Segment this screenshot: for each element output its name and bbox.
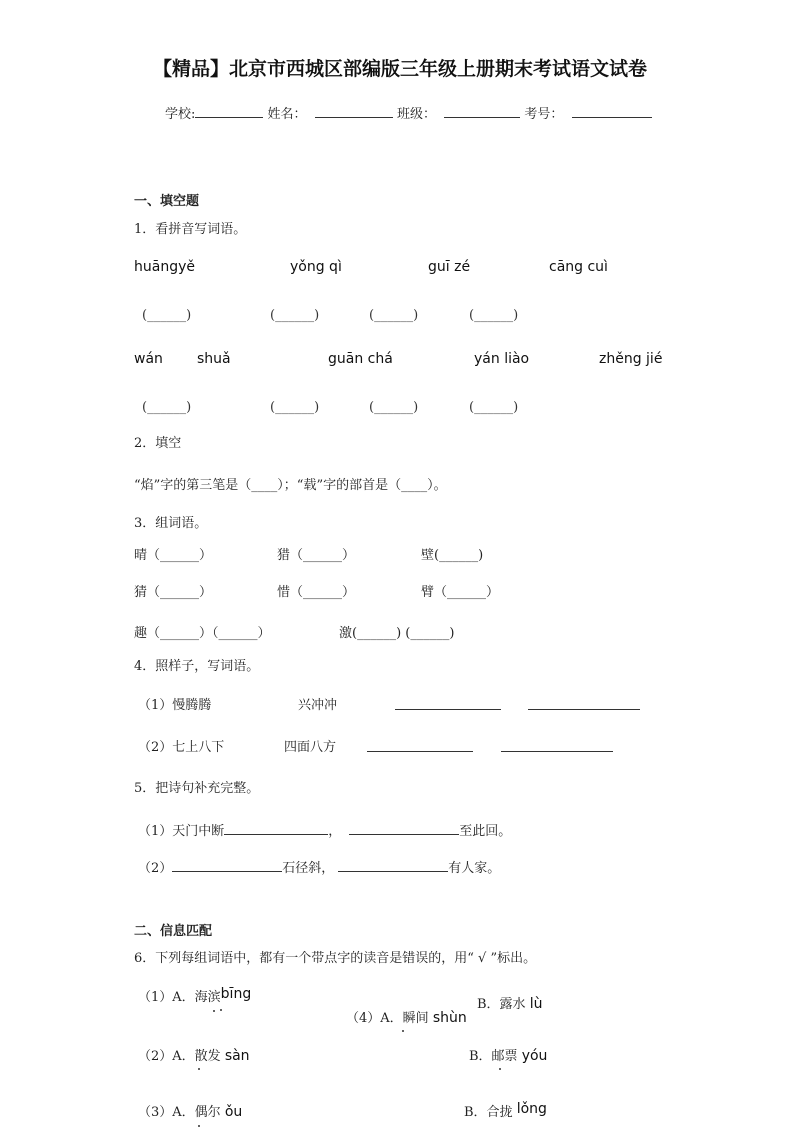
poem-line2-start: （2） bbox=[138, 861, 173, 876]
q6-item-4a bbox=[346, 1007, 467, 1026]
poem-line1-comma: ， bbox=[328, 824, 342, 839]
poem-line2-mid: 石径斜， bbox=[282, 861, 335, 876]
answer-box[interactable]: (______) bbox=[270, 400, 320, 415]
student-info bbox=[165, 103, 652, 122]
q6-item-3b bbox=[464, 1101, 547, 1120]
poem-line1-start: （1）天门中断 bbox=[138, 824, 225, 839]
q4-line1-label: （1）慢腾腾 bbox=[138, 698, 212, 713]
answer-box[interactable]: (______) bbox=[270, 308, 320, 323]
q6-item-2a bbox=[138, 1045, 250, 1064]
emphasis-dot bbox=[198, 1068, 200, 1070]
q3-item-cai: 猜（______） bbox=[134, 585, 213, 600]
pinyin: lǒng bbox=[516, 1101, 547, 1117]
item-label: B．邮票 bbox=[469, 1049, 518, 1064]
section-fill-blank: 一、填空题 bbox=[134, 194, 200, 209]
pinyin-guize: guī zé bbox=[428, 259, 471, 275]
name-label: 姓名： bbox=[267, 107, 307, 122]
q3-item-lie: 猎（______） bbox=[277, 548, 356, 563]
q6-item-1b bbox=[477, 993, 542, 1012]
answer-box[interactable]: (______) bbox=[469, 400, 519, 415]
pinyin-guancha: guān chá bbox=[328, 351, 393, 367]
q3-text: 3．组词语。 bbox=[134, 516, 208, 531]
q3-item-qu: 趣（______）（______） bbox=[134, 626, 271, 641]
number-label: 考号： bbox=[524, 107, 564, 122]
item-label: B．合拢 bbox=[464, 1105, 513, 1120]
item-label: （4）A．瞬间 bbox=[346, 1011, 429, 1026]
pinyin-zhengjie: zhěng jié bbox=[599, 351, 663, 367]
q4-text: 4．照样子，写词语。 bbox=[134, 659, 260, 674]
q6-text: 6．下列每组词语中，都有一个带点字的读音是错误的，用“ √ ”标出。 bbox=[134, 951, 537, 966]
emphasis-dot bbox=[198, 1125, 200, 1127]
pinyin: lù bbox=[529, 996, 543, 1012]
pinyin: shùn bbox=[432, 1010, 467, 1026]
section-info-match: 二、信息匹配 bbox=[134, 924, 213, 939]
poem-line1-end: 至此回。 bbox=[459, 824, 512, 839]
number-blank[interactable] bbox=[572, 105, 652, 118]
poem-line-1 bbox=[138, 820, 511, 839]
poem-blank[interactable] bbox=[172, 859, 282, 872]
answer-line[interactable] bbox=[501, 739, 613, 752]
answer-box[interactable]: (______) bbox=[469, 308, 519, 323]
q4-line2-example: 四面八方 bbox=[284, 740, 337, 755]
pinyin-huangye: huāngyě bbox=[134, 259, 195, 275]
item-label: B．露水 bbox=[477, 997, 526, 1012]
q4-line1-example: 兴冲冲 bbox=[298, 698, 338, 713]
poem-blank[interactable] bbox=[338, 859, 448, 872]
emphasis-dot bbox=[402, 1030, 404, 1032]
q3-item-bi: 壁(______) bbox=[421, 548, 484, 563]
school-label: 学校: bbox=[165, 107, 196, 122]
q3-item-xi: 惜（______） bbox=[277, 585, 356, 600]
emphasis-dot bbox=[213, 1010, 215, 1012]
emphasis-dot bbox=[499, 1068, 501, 1070]
poem-line2-end: 有人家。 bbox=[448, 861, 501, 876]
answer-box[interactable]: (______) bbox=[142, 400, 192, 415]
item-label: （2）A．散发 bbox=[138, 1049, 221, 1064]
q3-item-qing: 晴（______） bbox=[134, 548, 213, 563]
school-blank[interactable] bbox=[195, 105, 263, 118]
q2-line: “焰”字的第三笔是（____）；“载”字的部首是（____）。 bbox=[134, 478, 447, 493]
pinyin-cangcui: cāng cuì bbox=[549, 259, 608, 275]
pinyin-wan: wán bbox=[134, 351, 163, 367]
answer-line[interactable] bbox=[367, 739, 473, 752]
q3-item-ji: 激(______) (______) bbox=[339, 626, 455, 641]
q6-item-1a bbox=[138, 986, 251, 1005]
class-blank[interactable] bbox=[444, 105, 520, 118]
pinyin-yanliao: yán liào bbox=[474, 351, 530, 367]
pinyin: bīng bbox=[220, 986, 252, 1002]
pinyin-yongqi: yǒng qì bbox=[290, 259, 342, 275]
q5-text: 5．把诗句补充完整。 bbox=[134, 781, 260, 796]
answer-box[interactable]: (______) bbox=[142, 308, 192, 323]
q1-text: 1．看拼音写词语。 bbox=[134, 222, 247, 237]
item-label: （3）A．偶尔 bbox=[138, 1105, 221, 1120]
pinyin: ǒu bbox=[224, 1104, 243, 1120]
page-title: 【精品】北京市西城区部编版三年级上册期末考试语文试卷 bbox=[152, 58, 647, 80]
pinyin-shua: shuǎ bbox=[197, 351, 231, 367]
q2-text: 2．填空 bbox=[134, 436, 182, 451]
answer-box[interactable]: (______) bbox=[369, 308, 419, 323]
answer-line[interactable] bbox=[528, 697, 640, 710]
q6-item-3a bbox=[138, 1101, 242, 1120]
q3-item-bei: 臂（______） bbox=[421, 585, 500, 600]
pinyin: yóu bbox=[521, 1048, 548, 1064]
poem-line-2 bbox=[138, 857, 500, 876]
name-blank[interactable] bbox=[315, 105, 393, 118]
poem-blank[interactable] bbox=[349, 822, 459, 835]
poem-blank[interactable] bbox=[224, 822, 328, 835]
answer-line[interactable] bbox=[395, 697, 501, 710]
class-label: 班级： bbox=[396, 107, 436, 122]
pinyin: sàn bbox=[224, 1048, 250, 1064]
answer-box[interactable]: (______) bbox=[369, 400, 419, 415]
q4-line2-label: （2）七上八下 bbox=[138, 740, 225, 755]
item-label: （1）A．海滨 bbox=[138, 990, 221, 1005]
q6-item-2b bbox=[469, 1045, 547, 1064]
